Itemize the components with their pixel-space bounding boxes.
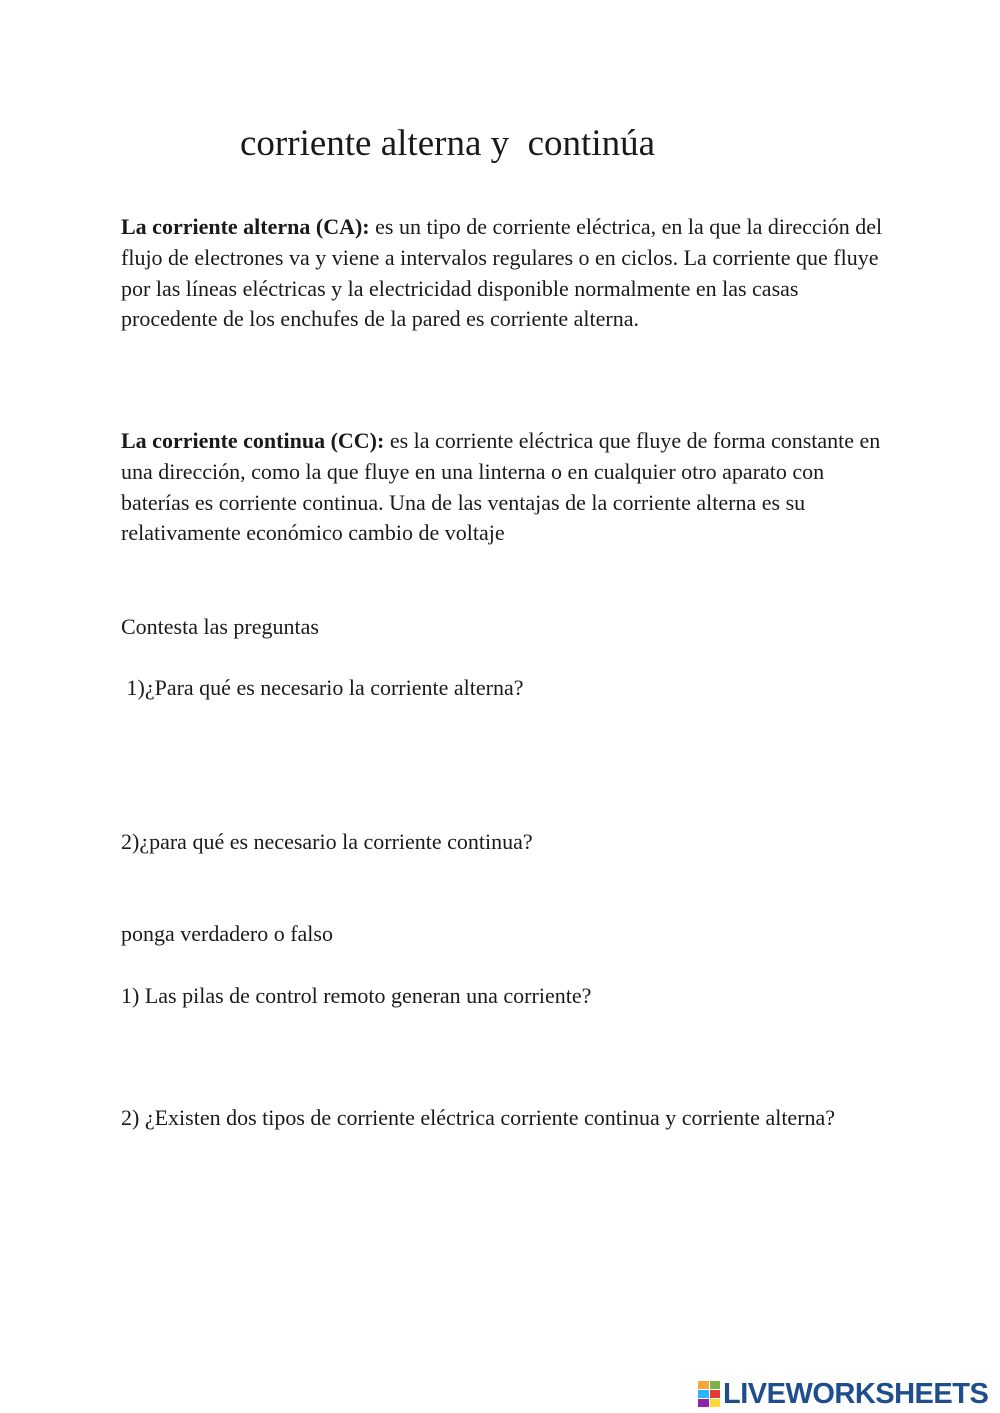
liveworksheets-logo-icon xyxy=(698,1381,720,1407)
true-false-2: 2) ¿Existen dos tipos de corriente eléctrica corriente continua y corriente alterna? xyxy=(121,1105,836,1130)
instructions-true-false: ponga verdadero o falso xyxy=(121,921,333,946)
liveworksheets-logo-text: LIVEWORKSHEETS xyxy=(723,1377,989,1410)
liveworksheets-logo xyxy=(698,1378,988,1410)
paragraph-direct-current xyxy=(121,426,891,549)
paragraph-alternating-current xyxy=(121,212,891,335)
document-title: corriente alterna y continúa xyxy=(240,123,656,164)
cc-label: La corriente continua (CC): xyxy=(121,428,385,453)
instructions-questions: Contesta las preguntas xyxy=(121,614,319,639)
cc-text: es la corriente eléctrica que fluye de forma constante en una dirección, como la que fluye en una linterna o en cualquier otro aparato con baterías es corriente continua. Una de las ventajas de la corriente alterna es su relativamente económico cambio de voltaje xyxy=(121,428,881,546)
question-1: 1)¿Para qué es necesario la corriente alterna? xyxy=(121,675,524,700)
question-2: 2)¿para qué es necesario la corriente continua? xyxy=(121,829,533,854)
ca-label: La corriente alterna (CA): xyxy=(121,214,370,239)
true-false-1: 1) Las pilas de control remoto generan una corriente? xyxy=(121,983,592,1008)
ca-text: es un tipo de corriente eléctrica, en la que la dirección del flujo de electrones va y viene a intervalos regulares o en ciclos. La corriente que fluye por las líneas eléctricas y la electricidad disponible normalmente en las casas procedente de los enchufes de la pared es corriente alterna. xyxy=(121,214,883,332)
